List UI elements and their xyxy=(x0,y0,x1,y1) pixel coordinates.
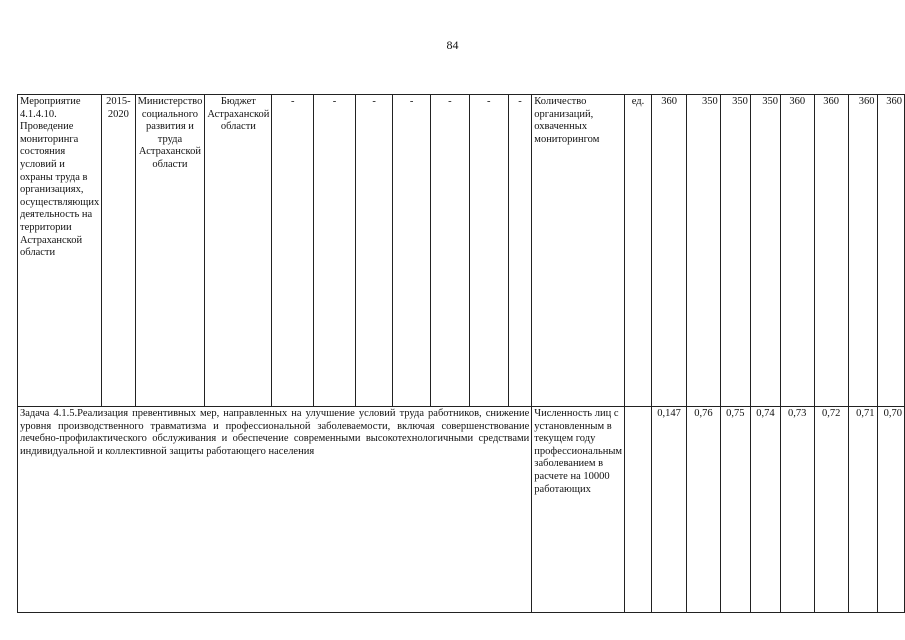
value-cell: 360 xyxy=(651,95,686,407)
value-cell: 360 xyxy=(780,95,814,407)
table-row xyxy=(18,95,905,407)
value-cell: 0,147 xyxy=(651,407,686,613)
value-cell: 0,72 xyxy=(814,407,848,613)
amount-cell: - xyxy=(314,95,356,407)
measure-cell: Мероприятие 4.1.4.10. Проведение мониторинга состояния условий и охраны труда в организациях, осуществляющих деятельность на территории Астраханской области xyxy=(18,95,102,407)
value-cell: 0,70 xyxy=(877,407,904,613)
funding-source-cell: Бюджет Астраханской области xyxy=(205,95,272,407)
value-cell: 0,73 xyxy=(780,407,814,613)
executor-cell: Министерство социального развития и труда Астраханской области xyxy=(135,95,205,407)
table-row xyxy=(18,407,905,613)
value-cell: 360 xyxy=(877,95,904,407)
value-cell: 360 xyxy=(848,95,877,407)
amount-cell: - xyxy=(393,95,431,407)
unit-cell xyxy=(625,407,652,613)
indicator-cell: Численность лиц с установленным в текущем году профессиональным заболеванием в расчете на 10000 работающих xyxy=(532,407,625,613)
page-number: 84 xyxy=(446,38,459,52)
unit-cell: ед. xyxy=(625,95,652,407)
value-cell: 350 xyxy=(750,95,780,407)
period-cell: 2015-2020 xyxy=(102,95,135,407)
amount-cell: - xyxy=(508,95,532,407)
value-cell: 350 xyxy=(687,95,721,407)
value-cell: 360 xyxy=(814,95,848,407)
amount-cell: - xyxy=(355,95,393,407)
amount-cell: - xyxy=(430,95,469,407)
indicator-cell: Количество организаций, охваченных мониторингом xyxy=(532,95,625,407)
value-cell: 0,71 xyxy=(848,407,877,613)
value-cell: 0,74 xyxy=(750,407,780,613)
program-table xyxy=(17,94,905,613)
value-cell: 0,75 xyxy=(720,407,750,613)
amount-cell: - xyxy=(272,95,314,407)
task-text: Задача 4.1.5.Реализация превентивных мер, направленных на улучшение условий труда работников, снижение уровня производственного травматизма и профессиональной заболеваемости, включая совершенствование лечебно-профилактического обслуживания и обеспечение современными высокотехнологичными средствами индивидуальной и коллективной защиты работающего населения xyxy=(20,408,530,457)
task-cell xyxy=(18,407,532,613)
value-cell: 350 xyxy=(720,95,750,407)
amount-cell: - xyxy=(469,95,508,407)
value-cell: 0,76 xyxy=(687,407,721,613)
